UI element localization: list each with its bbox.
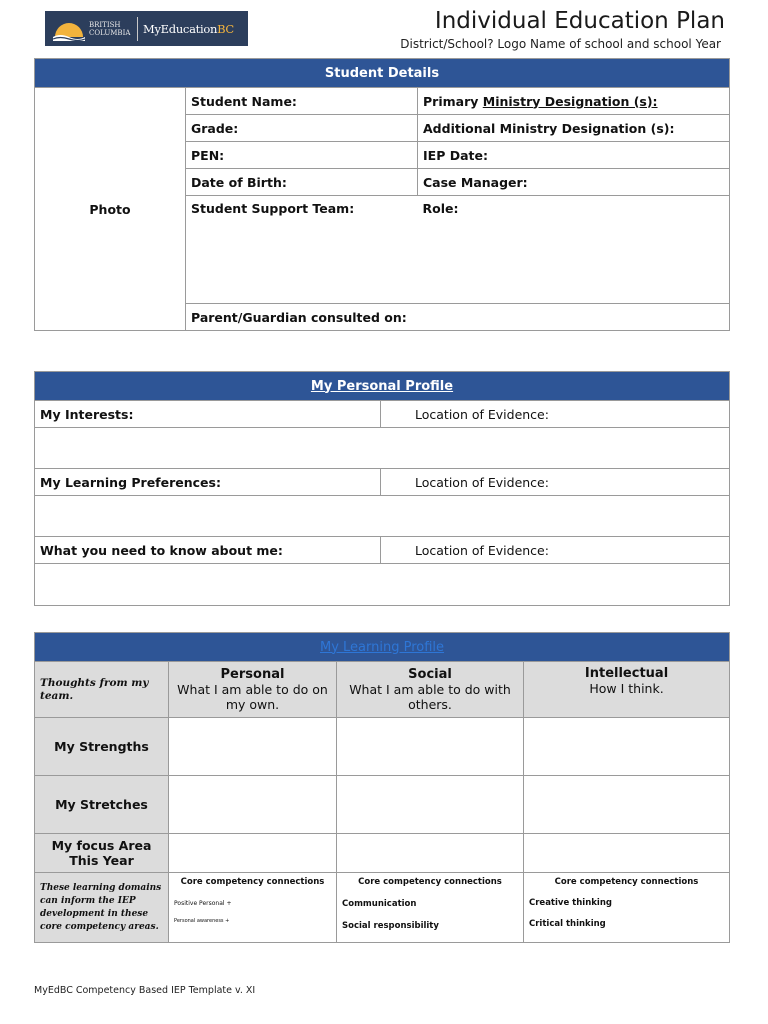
learning-profile-heading [35,633,730,662]
focus-area-label: My focus Area This Year [35,834,169,873]
logo-small-text: BRITISH COLUMBIA [89,20,131,37]
personal-column-header [169,662,337,718]
logo-bc: BC [217,21,234,36]
stretches-personal-cell[interactable] [169,776,337,834]
personal-profile-table [34,371,730,606]
strengths-personal-cell[interactable] [169,718,337,776]
primary-prefix: Primary [423,93,483,109]
photo-cell[interactable]: Photo [35,88,186,331]
intellectual-core-label: Core competency connections [554,877,699,887]
personal-profile-heading-text: My Personal Profile [310,378,454,394]
interests-label: My Interests: [35,401,381,428]
positive-personal-item: Positive Personal + [174,900,232,907]
social-column-header [337,662,524,718]
intellectual-title: Intellectual [584,666,669,681]
ministry-designation-label: Ministry Designation (s): [482,93,658,109]
focus-social-cell[interactable] [337,834,524,873]
personal-profile-heading [35,372,730,401]
support-team-field[interactable]: Student Support Team: [186,196,418,304]
personal-core-label: Core competency connections [180,877,325,887]
footer-text: MyEdBC Competency Based IEP Template v. XI [34,985,256,996]
personal-core-cell [169,873,337,943]
logo-wordmark [143,22,234,36]
pen-field[interactable]: PEN: [186,142,418,169]
logo-divider [137,17,138,41]
about-me-evidence[interactable]: Location of Evidence: [381,537,730,564]
about-me-label: What you need to know about me: [35,537,381,564]
communication-item: Communication [342,899,417,909]
role-field[interactable]: Role: [418,196,730,304]
domains-note: These learning domains can inform the IEP development in these core competency areas. [35,873,169,943]
intellectual-column-header [524,662,730,718]
logo-my: MyEducation [143,21,218,36]
interests-evidence[interactable]: Location of Evidence: [381,401,730,428]
personal-title: Personal [220,667,285,682]
personal-desc: What I am able to do on my own. [177,682,328,712]
stretches-label: My Stretches [35,776,169,834]
social-core-cell [337,873,524,943]
additional-designation-field[interactable]: Additional Ministry Designation (s): [418,115,730,142]
interests-entry[interactable] [35,428,730,469]
social-desc: What I am able to do with others. [349,682,511,712]
case-manager-field[interactable]: Case Manager: [418,169,730,196]
creative-thinking-item: Creative thinking [529,898,612,908]
primary-designation-field[interactable] [418,88,730,115]
student-details-table [34,58,730,331]
iep-date-field[interactable]: IEP Date: [418,142,730,169]
student-name-field[interactable]: Student Name: [186,88,418,115]
critical-thinking-item: Critical thinking [529,919,606,929]
parent-consulted-field[interactable]: Parent/Guardian consulted on: [186,304,730,331]
stretches-intellectual-cell[interactable] [524,776,730,834]
social-core-label: Core competency connections [358,877,502,887]
focus-intellectual-cell[interactable] [524,834,730,873]
student-details-heading: Student Details [35,59,730,88]
strengths-social-cell[interactable] [337,718,524,776]
focus-personal-cell[interactable] [169,834,337,873]
dob-field[interactable]: Date of Birth: [186,169,418,196]
intellectual-core-cell [524,873,730,943]
strengths-label: My Strengths [35,718,169,776]
social-title: Social [408,667,452,682]
learning-preferences-entry[interactable] [35,496,730,537]
thoughts-from-team: Thoughts from my team. [35,662,169,718]
document-subtitle: District/School? Logo Name of school and school Year [400,37,721,51]
social-responsibility-item: Social responsibility [342,921,439,931]
intellectual-desc: How I think. [589,681,664,696]
learning-profile-heading-text: My Learning Profile [320,639,445,655]
learning-profile-table [34,632,730,943]
strengths-intellectual-cell[interactable] [524,718,730,776]
document-title: Individual Education Plan [434,8,725,34]
about-me-entry[interactable] [35,564,730,606]
personal-awareness-item: Personal awareness + [174,918,230,924]
learning-preferences-evidence[interactable]: Location of Evidence: [381,469,730,496]
sun-logo-icon [51,17,87,41]
stretches-social-cell[interactable] [337,776,524,834]
myedbc-logo [45,11,248,46]
learning-preferences-label: My Learning Preferences: [35,469,381,496]
grade-field[interactable]: Grade: [186,115,418,142]
